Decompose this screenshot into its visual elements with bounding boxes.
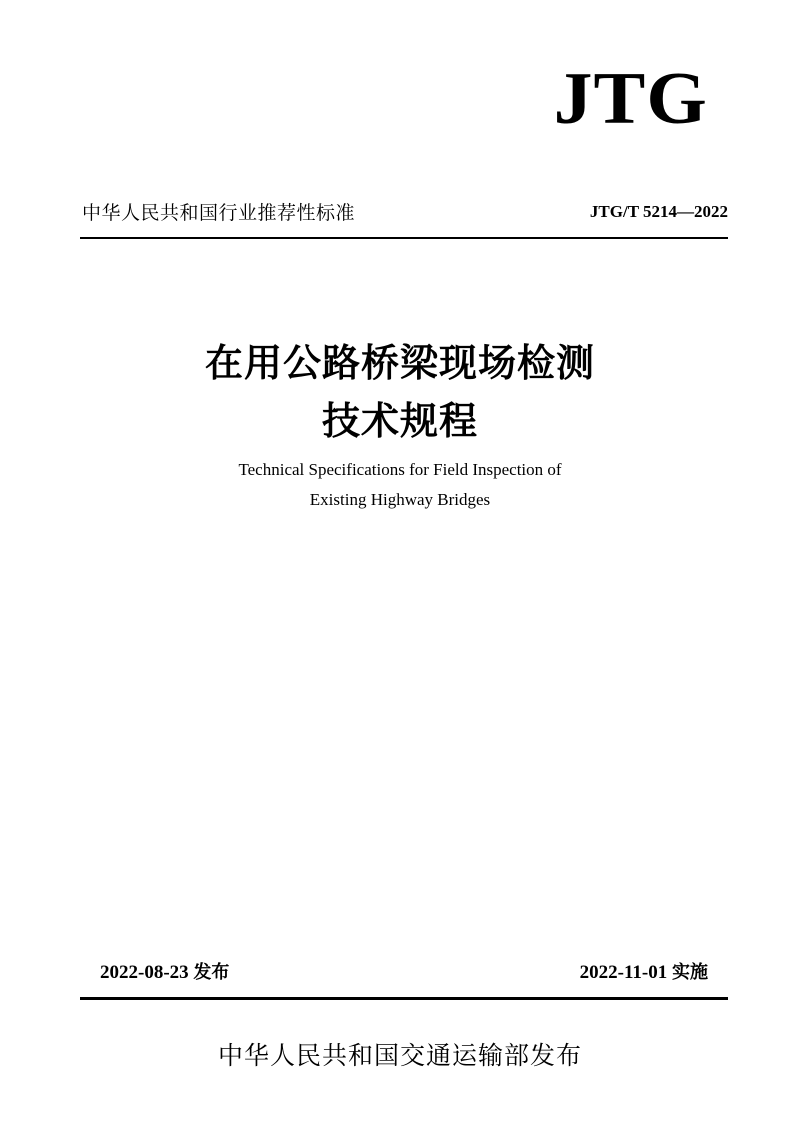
issue-label: 发布 bbox=[193, 962, 230, 983]
title-english-line-1: Technical Specifications for Field Inspection of bbox=[238, 460, 562, 479]
implementation-date: 2022-11-01 bbox=[579, 962, 668, 983]
standard-category: 中华人民共和国行业推荐性标准 bbox=[82, 202, 356, 224]
footer-divider bbox=[80, 997, 728, 1000]
title-chinese bbox=[0, 334, 800, 450]
implementation-date-block bbox=[580, 958, 708, 984]
title-chinese-line-1: 在用公路桥梁现场检测 bbox=[204, 341, 595, 385]
header-divider bbox=[80, 237, 728, 239]
standard-number: JTG/T 5214—2022 bbox=[589, 202, 728, 221]
title-english bbox=[0, 455, 800, 515]
title-chinese-line-2: 技术规程 bbox=[321, 399, 478, 443]
issue-date: 2022-08-23 bbox=[100, 962, 189, 983]
title-english-line-2: Existing Highway Bridges bbox=[309, 490, 491, 509]
implementation-label: 实施 bbox=[672, 962, 708, 983]
issue-date-block bbox=[100, 958, 229, 984]
standard-header bbox=[82, 196, 728, 228]
date-row bbox=[100, 958, 708, 988]
jtg-logo: JTG bbox=[553, 58, 708, 140]
publisher: 中华人民共和国交通运输部发布 bbox=[217, 1041, 582, 1070]
